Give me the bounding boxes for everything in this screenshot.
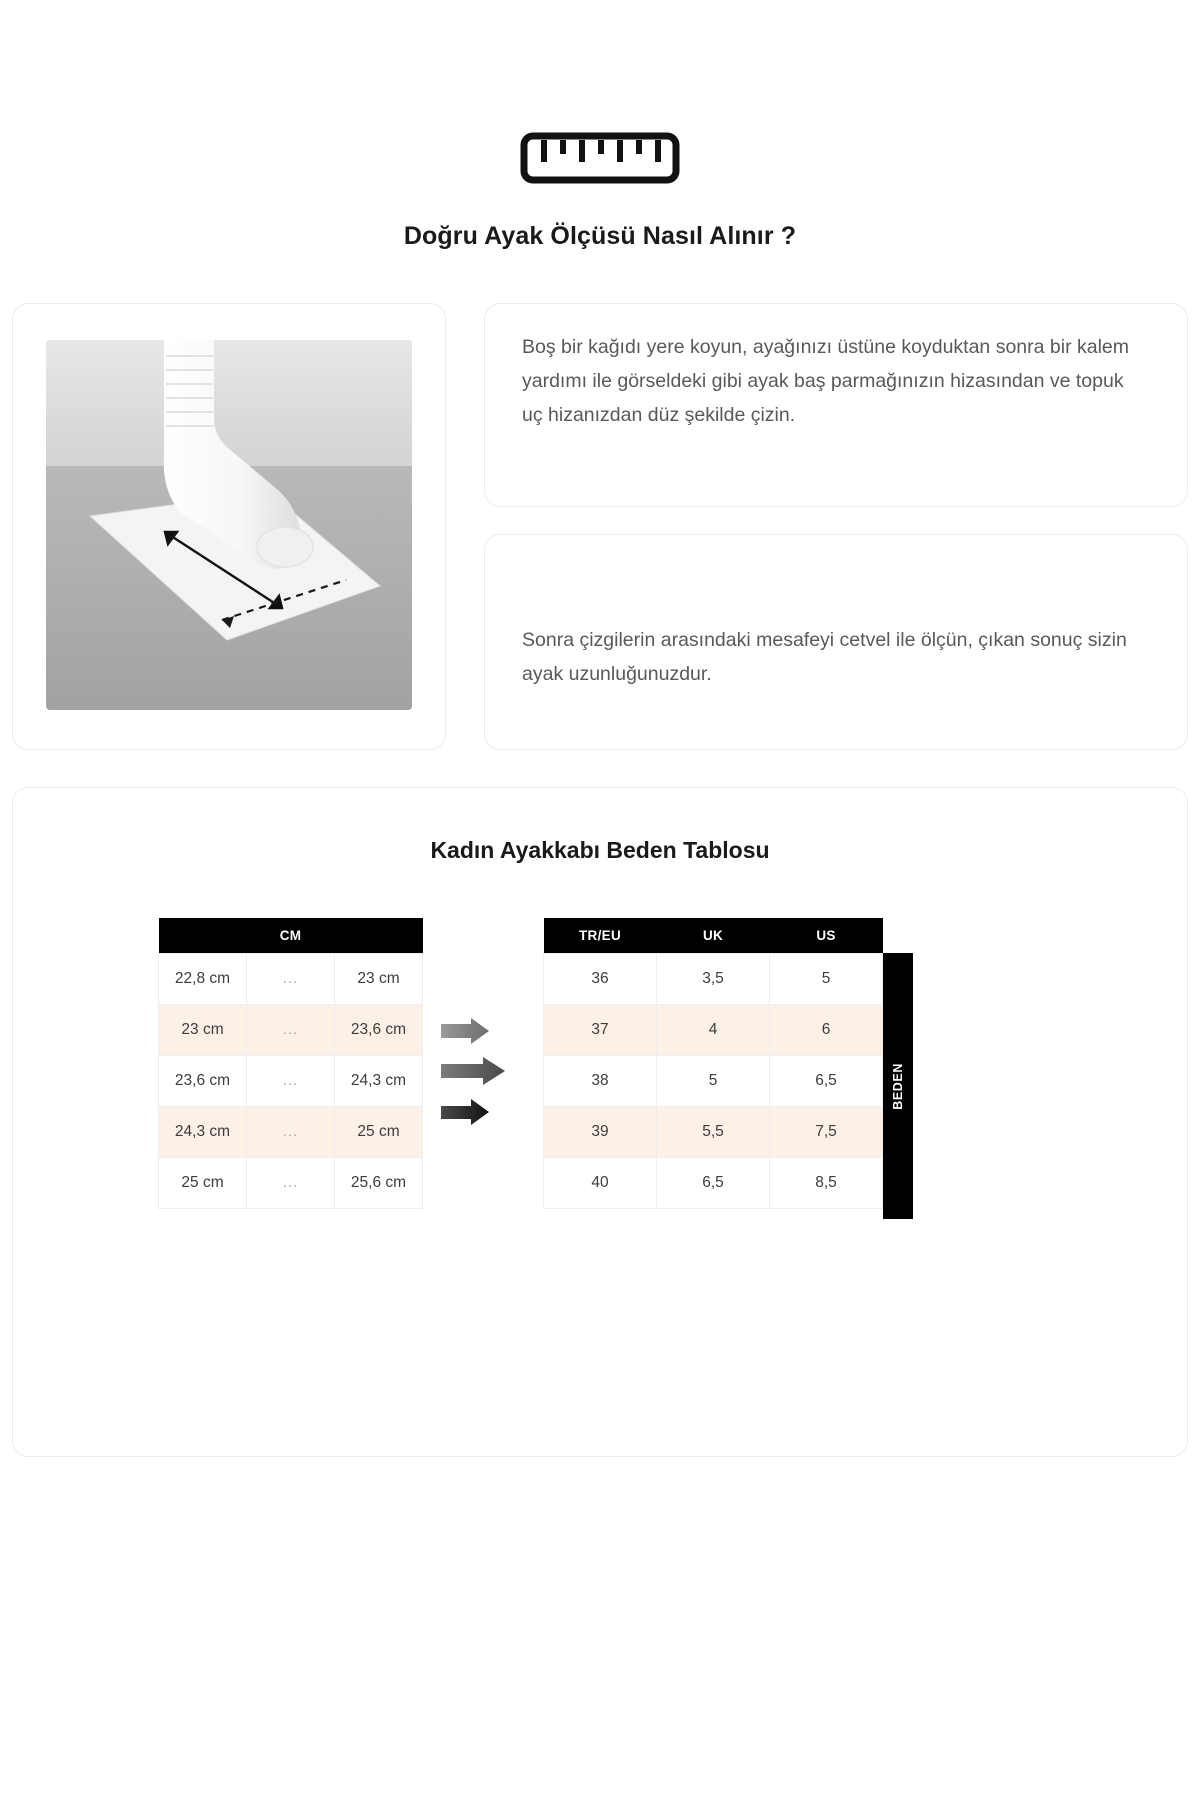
ruler-icon <box>520 132 680 184</box>
table-row <box>544 1157 883 1208</box>
cm-sep: ... <box>247 1055 335 1106</box>
cell-tr-eu: 39 <box>544 1106 657 1157</box>
cell-us: 8,5 <box>770 1157 883 1208</box>
instruction-text-column <box>484 303 1188 753</box>
cm-sep: ... <box>247 1157 335 1208</box>
cell-us: 7,5 <box>770 1106 883 1157</box>
arrow-right-icon <box>441 1057 505 1085</box>
table-row <box>544 1055 883 1106</box>
measurement-photo-card <box>12 303 446 750</box>
table-row <box>159 1157 423 1208</box>
cm-table-header: CM <box>159 918 423 953</box>
table-row <box>159 1055 423 1106</box>
cm-from: 22,8 cm <box>159 953 247 1004</box>
arrow-right-icon-group <box>441 1018 529 1128</box>
cm-to: 25,6 cm <box>335 1157 423 1208</box>
cm-from: 23 cm <box>159 1004 247 1055</box>
standard-table-container <box>543 918 883 1209</box>
cell-uk: 4 <box>657 1004 770 1055</box>
table-row <box>159 1004 423 1055</box>
cm-to: 23,6 cm <box>335 1004 423 1055</box>
cm-table-header-row <box>159 918 423 953</box>
instructions-section <box>12 303 1188 753</box>
standard-size-table <box>543 918 883 1209</box>
size-chart-card <box>12 787 1188 1457</box>
ruler-icon-container <box>0 132 1200 184</box>
cell-us: 5 <box>770 953 883 1004</box>
instruction-card-2 <box>484 534 1188 750</box>
cm-table <box>158 918 423 1209</box>
instruction-text-2: Sonra çizgilerin arasındaki mesafeyi cetvel ile ölçün, çıkan sonuç sizin ayak uzunluğunuzdur. <box>522 629 1127 685</box>
cell-us: 6,5 <box>770 1055 883 1106</box>
table-row <box>544 953 883 1004</box>
cm-table-container <box>158 918 423 1209</box>
measurement-photo <box>46 340 412 710</box>
size-chart-title: Kadın Ayakkabı Beden Tablosu <box>430 837 770 863</box>
page-title: Doğru Ayak Ölçüsü Nasıl Alınır ? <box>403 222 797 250</box>
cm-sep: ... <box>247 1004 335 1055</box>
table-row <box>544 1004 883 1055</box>
instruction-text-1: Boş bir kağıdı yere koyun, ayağınızı üstüne koyduktan sonra bir kalem yardımı ile görseldeki gibi ayak baş parmağınızın hizasından ve topuk uç hizanızdan düz şekilde çizin. <box>522 336 1129 426</box>
table-row <box>159 1106 423 1157</box>
cm-table-body <box>159 953 423 1208</box>
size-tables-area <box>13 918 1187 1238</box>
standard-table-body <box>544 953 883 1208</box>
header-us: US <box>770 918 883 953</box>
cm-to: 25 cm <box>335 1106 423 1157</box>
table-row <box>159 953 423 1004</box>
cm-sep: ... <box>247 1106 335 1157</box>
cm-sep: ... <box>247 953 335 1004</box>
instruction-card-1 <box>484 303 1188 507</box>
arrow-right-icon <box>441 1099 489 1125</box>
cell-us: 6 <box>770 1004 883 1055</box>
cm-to: 24,3 cm <box>335 1055 423 1106</box>
cell-tr-eu: 38 <box>544 1055 657 1106</box>
cm-from: 25 cm <box>159 1157 247 1208</box>
header-tr-eu: TR/EU <box>544 918 657 953</box>
arrow-right-icon <box>441 1018 489 1044</box>
header-uk: UK <box>657 918 770 953</box>
conversion-arrows <box>441 1018 529 1128</box>
cell-uk: 6,5 <box>657 1157 770 1208</box>
cm-to: 23 cm <box>335 953 423 1004</box>
beden-label-text: BEDEN <box>891 1062 905 1110</box>
cm-from: 24,3 cm <box>159 1106 247 1157</box>
cell-tr-eu: 37 <box>544 1004 657 1055</box>
cell-tr-eu: 40 <box>544 1157 657 1208</box>
table-row <box>544 1106 883 1157</box>
foot-measurement-illustration <box>46 340 412 710</box>
standard-table-header-row <box>544 918 883 953</box>
cm-from: 23,6 cm <box>159 1055 247 1106</box>
cell-uk: 5,5 <box>657 1106 770 1157</box>
cell-uk: 5 <box>657 1055 770 1106</box>
beden-side-label <box>883 953 913 1219</box>
cell-tr-eu: 36 <box>544 953 657 1004</box>
cell-uk: 3,5 <box>657 953 770 1004</box>
